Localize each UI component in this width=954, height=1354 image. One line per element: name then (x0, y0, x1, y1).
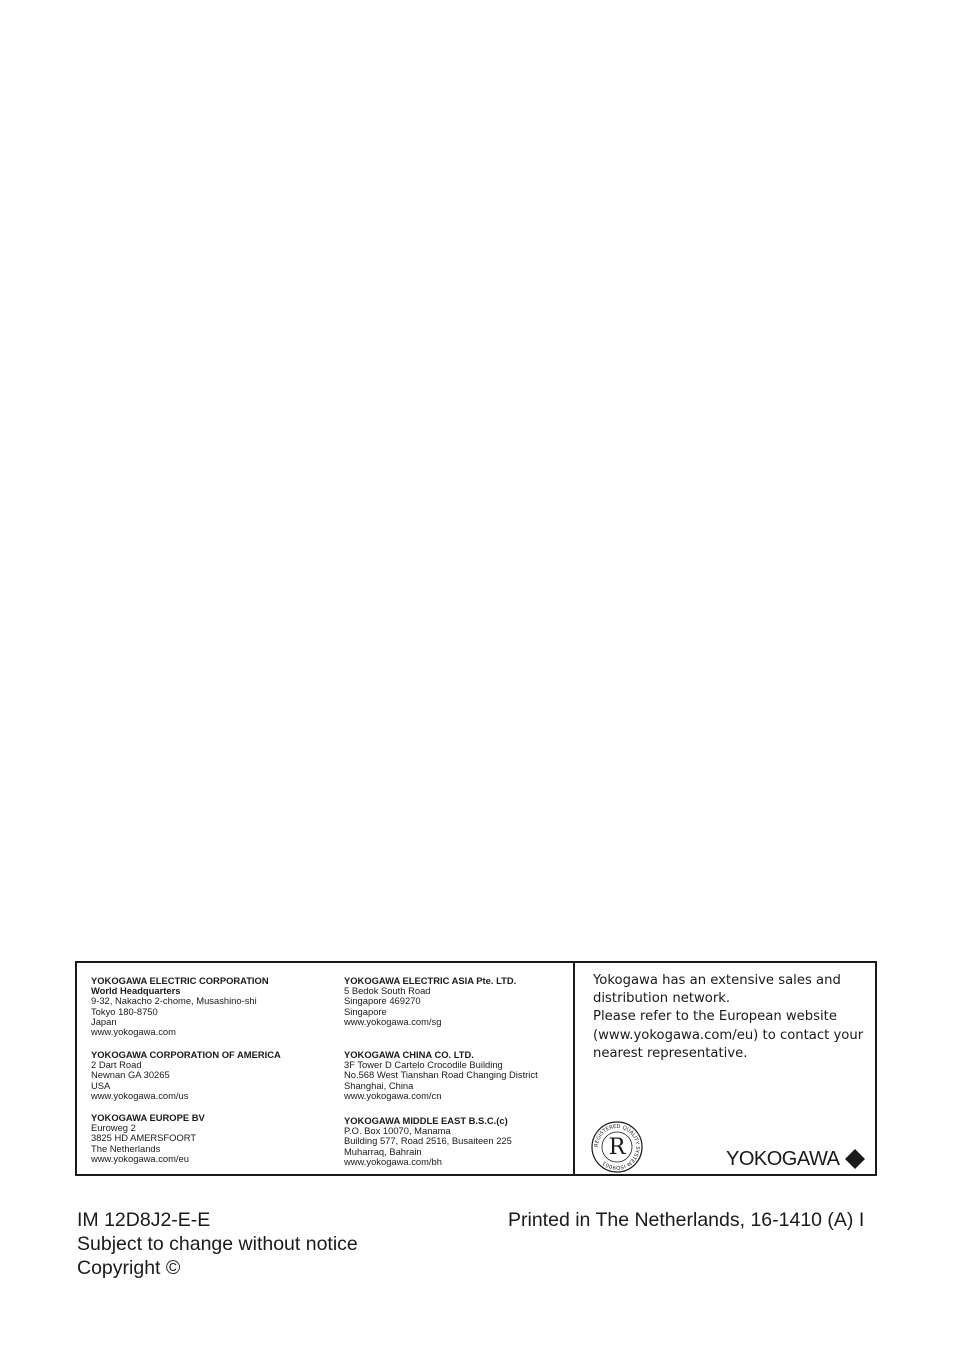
office-address-line: 9-32, Nakacho 2-chome, Musashino-shi (91, 995, 257, 1007)
office-address-line: Japan (91, 1015, 117, 1027)
logo-wordmark: YOKOGAWA (726, 1148, 840, 1170)
quality-seal-icon (591, 1121, 643, 1173)
office-website[interactable]: www.yokogawa.com/eu (91, 1152, 189, 1164)
contact-box (75, 961, 877, 1176)
column-divider (573, 963, 575, 1174)
diamond-icon (845, 1149, 865, 1169)
office-address-line: USA (91, 1079, 111, 1091)
office-address-line: Euroweg 2 (91, 1122, 136, 1134)
office-name: YOKOGAWA CORPORATION OF AMERICA (91, 1049, 281, 1060)
office-name: YOKOGAWA ELECTRIC CORPORATION (91, 975, 269, 986)
office-address-line: Building 577, Road 2516, Busaiteen 225 (344, 1135, 512, 1147)
office-address-line: Tokyo 180-8750 (91, 1005, 158, 1017)
office-entry (91, 976, 341, 1037)
office-address-line: 2 Dart Road (91, 1059, 142, 1071)
yokogawa-logo (726, 1147, 865, 1171)
office-subtitle: World Headquarters (91, 985, 181, 997)
office-address-line: Singapore 469270 (344, 995, 421, 1007)
office-address-line: No.568 West Tianshan Road Changing District (344, 1069, 538, 1081)
change-notice: Subject to change without notice (77, 1233, 358, 1255)
copyright: Copyright © (77, 1257, 181, 1279)
office-website[interactable]: www.yokogawa.com/cn (344, 1089, 442, 1101)
office-entry (344, 1116, 594, 1167)
seal-ring-text: REGISTERED QUALITY SYSTEM ISO9001 (593, 1123, 641, 1171)
network-note-line: Please refer to the European website (593, 1009, 837, 1025)
office-entry (344, 976, 594, 1027)
office-address-line: Newnan GA 30265 (91, 1069, 170, 1081)
office-website[interactable]: www.yokogawa.com/bh (344, 1155, 442, 1167)
network-note-line: nearest representative. (593, 1045, 748, 1061)
printed-info: Printed in The Netherlands, 16-1410 (A) I (508, 1209, 865, 1231)
office-website[interactable]: www.yokogawa.com/us (91, 1089, 189, 1101)
network-note (593, 972, 868, 1063)
footer-left (77, 1208, 358, 1280)
office-entry (344, 1050, 594, 1101)
network-note-line: distribution network. (593, 991, 731, 1007)
office-address-line: 3F Tower D Cartelo Crocodile Building (344, 1059, 503, 1071)
office-name: YOKOGAWA MIDDLE EAST B.S.C.(c) (344, 1115, 508, 1126)
office-address-line: 3825 HD AMERSFOORT (91, 1132, 197, 1144)
office-website[interactable]: www.yokogawa.com (91, 1026, 176, 1038)
office-address-line: Muharraq, Bahrain (344, 1145, 422, 1157)
office-name: YOKOGAWA ELECTRIC ASIA Pte. LTD. (344, 975, 517, 986)
office-name: YOKOGAWA CHINA CO. LTD. (344, 1049, 474, 1060)
office-entry (91, 1113, 341, 1164)
office-website[interactable]: www.yokogawa.com/sg (344, 1015, 442, 1027)
office-address-line: The Netherlands (91, 1142, 161, 1154)
network-note-line: (www.yokogawa.com/eu) to contact your (593, 1027, 864, 1043)
office-entry (91, 1050, 341, 1101)
office-address-line: 5 Bedok South Road (344, 985, 431, 997)
doc-number: IM 12D8J2-E-E (77, 1209, 211, 1231)
office-address-line: P.O. Box 10070, Manama (344, 1125, 451, 1137)
office-address-line: Singapore (344, 1005, 387, 1017)
seal-letter: R (608, 1135, 626, 1160)
network-note-line: Yokogawa has an extensive sales and (593, 973, 841, 988)
office-address-line: Shanghai, China (344, 1079, 414, 1091)
office-name: YOKOGAWA EUROPE BV (91, 1112, 205, 1123)
